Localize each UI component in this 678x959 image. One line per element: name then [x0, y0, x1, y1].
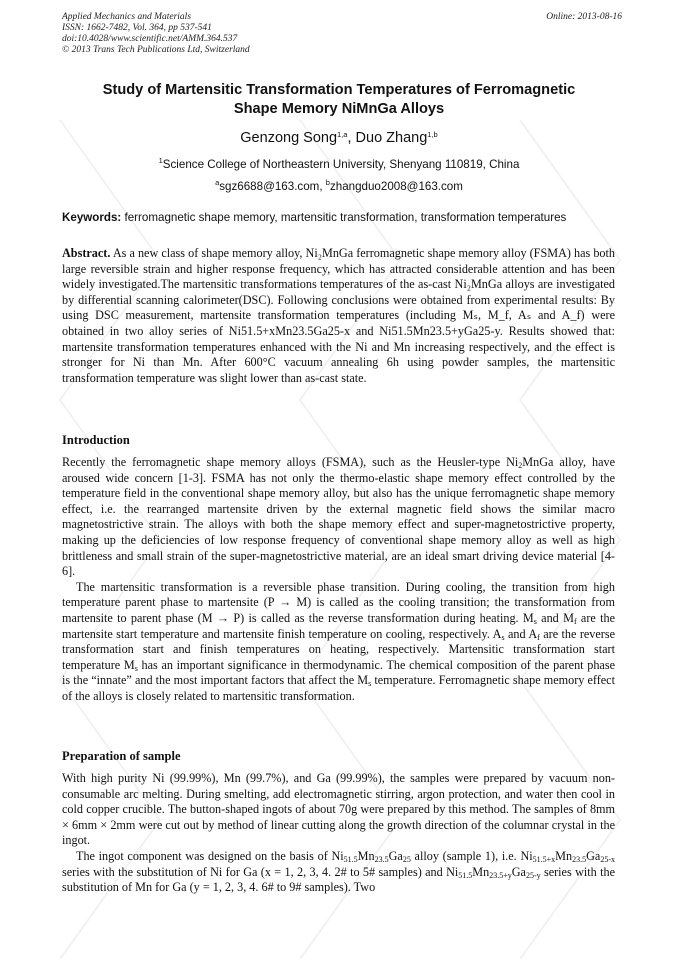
keywords [62, 211, 620, 224]
email-sup: b [325, 178, 330, 187]
author-list: Genzong Song$^{1,a}$, Duo Zhang$^{1,b}$ [240, 130, 438, 146]
journal-issn: ISSN: 1662-7482, Vol. 364, pp 537-541 [62, 23, 212, 33]
section-heading-introduction: Introduction [62, 433, 130, 447]
abstract-label: Abstract. [62, 246, 111, 260]
affiliation-text: Science College of Northeastern University, Shenyang 110819, China [162, 158, 520, 171]
paragraph: The ingot component was designed on the basis of $Ni_{51.5}Mn_{23.5}Ga_{25}$ alloy (sample 1), i.e. $Ni_{51.5+x}Mn_{23.5}Ga_{25-x}$ series with the substitution of Ni for Ga (x = 1, 2, 3, 4. 2# to 5# samples) and $Ni_{51.5}Mn_{23.5+y}Ga_{25-y}$ series with the substitution of Mn for Ga (y = 1, 2, 3, 4. 6# to 9# samples). Two [62, 848, 615, 895]
paragraph: Recently the ferromagnetic shape memory alloys (FSMA), such as the Heusler-type $Ni_2MnGa$ alloy, have aroused wide concern [1-3]. FSMA has not only the thermo-elastic shape memory effect controlled by the temperature field in the conventional shape memory alloy, but also has the unique ferromagnetic shape memory effect, i.e. the rearranged martensite driven by the external magnetic field shows the similar macro magnetostrictive strain. The alloys with both the shape memory effect and super-magnetostrictive property, making up the deficiencies of low response frequency of conventional shape memory alloy as well as high brittleness and small strain of the super-magnetostrictive material, are an ideal smart driving device material [4-6]. [62, 455, 616, 579]
title-line-2: Shape Memory NiMnGa Alloys [233, 101, 445, 117]
abstract-text [62, 246, 615, 386]
preparation-body [62, 771, 615, 896]
journal-name: Applied Mechanics and Materials [62, 12, 192, 22]
abstract-body: As a new class of shape memory alloy, Ni₂MnGa ferromagnetic shape memory alloy (FSMA) has both large reversible strain and higher response frequency, which has attracted considerable attention and has been widely investigated.The martensitic transformations temperatures of the as-cast Ni₂MnGa alloys are investigated by differential scanning calorimeter(DSC). Following conclusions were obtained from experimental results: By using DSC measurement, martensite transformation temperatures (including Mₛ, M_f, Aₛ and A_f) were obtained in two alloy series of Ni51.5+xMn23.5Ga25-x and Ni51.5Mn23.5+yGa25-y. Results showed that: martensite transformation temperatures enhanced with the Ni and Mn increasing respectively, and the effect is stronger for Ni than Mn. After 600°C vacuum annealing 6h using powder samples, the martensitic transformation temperature was slight lower than as-cast state. [62, 246, 616, 385]
affiliation [62, 156, 616, 171]
paragraph: With high purity Ni (99.99%), Mn (99.7%), and Ga (99.99%), the samples were prepared by vacuum non-consumable arc melting. During smelting, add electromagnetic stirring, argon protection, and water then cool in cold copper crucible. The button-shaped ingots of about 70g were prepared by this method. The samples of 8mm × 6mm × 2mm were cut out by method of linear cutting along the growth direction of the columnar crystal in the ingot. [62, 771, 615, 848]
introduction-body [62, 455, 615, 705]
section-heading-preparation: Preparation of sample [62, 749, 181, 763]
affiliation-sup: 1 [158, 156, 163, 165]
email-link[interactable]: zhangduo2008@163.com [329, 180, 463, 193]
title-line-1: Study of Martensitic Transformation Temperatures of Ferromagnetic [102, 82, 576, 98]
online-date: Online: 2013-08-16 [546, 12, 622, 22]
author-name: Duo Zhang [355, 130, 428, 146]
email-link[interactable]: sgz6688@163.com [219, 180, 320, 193]
keywords-label: Keywords: [62, 211, 122, 224]
author-name: Genzong Song [240, 130, 338, 146]
journal-doi: doi:10.4028/www.scientific.net/AMM.364.537 [62, 34, 238, 44]
paper-title [62, 81, 616, 119]
author-affil-sup: 1,a [337, 130, 348, 139]
email-sup: a [215, 178, 220, 187]
paragraph: The martensitic transformation is a reversible phase transition. During cooling, the transition from high temperature parent phase to martensite (P → M) is called as the cooling transition; the transformation from martensite to parent phase (M → P) is called as the reverse transformation during heating. $M_s$ and $M_f$ are the martensite start temperature and martensite finish temperature on cooling, respectively. $A_s$ and $A_f$ are the reverse transformation start and finish temperatures on heating, respectively. Martensitic transformation start temperature $M_s$ has an important significance in thermodynamic. The chemical composition of the parent phase is the “innate” and the most important factors that affect the $M_s$ temperature. Ferromagnetic shape memory effect of the alloys is closely related to martensitic transformation. [62, 579, 616, 703]
journal-header [62, 12, 622, 56]
journal-copyright: © 2013 Trans Tech Publications Ltd, Switzerland [62, 45, 250, 55]
author-emails: $^a$sgz6688@163.com, $^b$zhangduo2008@163.com [215, 178, 463, 193]
author-affil-sup: 1,b [427, 130, 438, 139]
abstract [62, 246, 615, 386]
keywords-text: ferromagnetic shape memory, martensitic transformation, transformation temperatures [124, 211, 567, 224]
